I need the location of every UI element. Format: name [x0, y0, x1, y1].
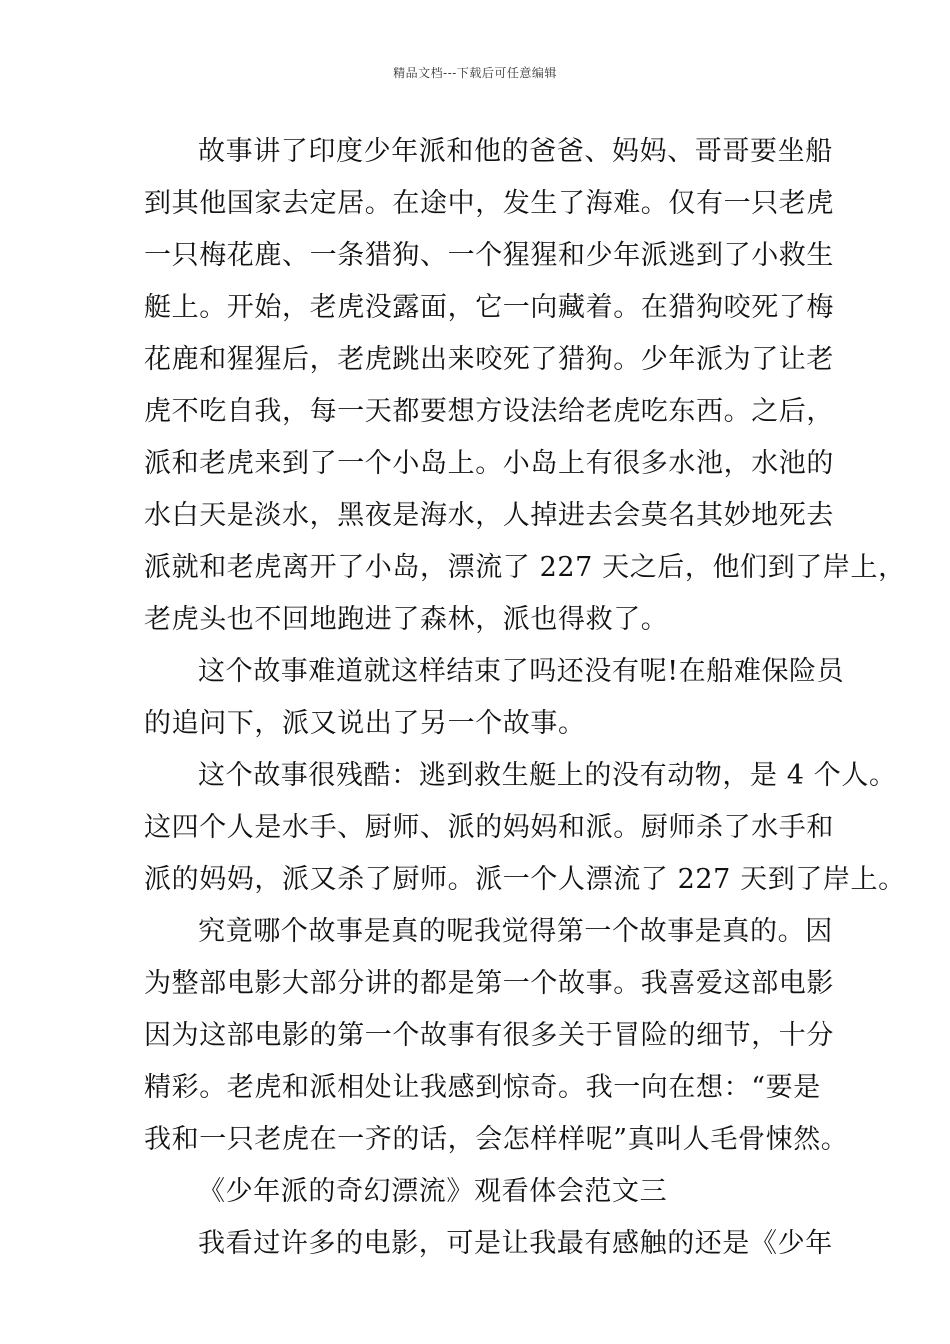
paragraph-line: 艇上。开始，老虎没露面，它一向藏着。在猎狗咬死了梅	[144, 292, 834, 323]
paragraph-line: 这个故事很残酷：逃到救生艇上的没有动物，是 4 个人。	[198, 760, 897, 791]
section-heading: 《少年派的奇幻漂流》观看体会范文三	[198, 1176, 668, 1207]
paragraph-line: 这四个人是水手、厨师、派的妈妈和派。厨师杀了水手和	[144, 812, 834, 843]
paragraph-line: 为整部电影大部分讲的都是第一个故事。我喜爱这部电影	[144, 968, 834, 999]
paragraph-line: 的追问下，派又说出了另一个故事。	[144, 708, 586, 739]
paragraph-line: 派的妈妈，派又杀了厨师。派一个人漂流了 227 天到了岸上。	[144, 864, 906, 895]
paragraph-line: 究竟哪个故事是真的呢我觉得第一个故事是真的。因	[198, 916, 833, 947]
paragraph-line: 这个故事难道就这样结束了吗还没有呢!在船难保险员	[198, 656, 845, 687]
paragraph-line: 虎不吃自我，每一天都要想方设法给老虎吃东西。之后，	[144, 396, 834, 427]
paragraph-line: 我看过许多的电影，可是让我最有感触的还是《少年	[198, 1228, 833, 1259]
paragraph-line: 我和一只老虎在一齐的话，会怎样样呢”真叫人毛骨悚然。	[144, 1124, 849, 1155]
paragraph-line: 派就和老虎离开了小岛，漂流了 227 天之后，他们到了岸上，	[144, 552, 906, 583]
paragraph-line: 派和老虎来到了一个小岛上。小岛上有很多水池，水池的	[144, 448, 834, 479]
paragraph-line: 老虎头也不回地跑进了森林，派也得救了。	[144, 604, 669, 635]
paragraph-line: 因为这部电影的第一个故事有很多关于冒险的细节，十分	[144, 1020, 834, 1051]
page-header: 精品文档---下载后可任意编辑	[393, 66, 557, 80]
document-body	[144, 126, 906, 1270]
paragraph-line: 花鹿和猩猩后，老虎跳出来咬死了猎狗。少年派为了让老	[144, 344, 834, 375]
paragraph-line: 一只梅花鹿、一条猎狗、一个猩猩和少年派逃到了小救生	[144, 240, 834, 271]
paragraph-line: 精彩。老虎和派相处让我感到惊奇。我一向在想：“要是	[144, 1072, 821, 1103]
paragraph-line: 故事讲了印度少年派和他的爸爸、妈妈、哥哥要坐船	[198, 136, 833, 167]
paragraph-line: 到其他国家去定居。在途中，发生了海难。仅有一只老虎	[144, 188, 834, 219]
paragraph-line: 水白天是淡水，黑夜是海水，人掉进去会莫名其妙地死去	[144, 500, 834, 531]
